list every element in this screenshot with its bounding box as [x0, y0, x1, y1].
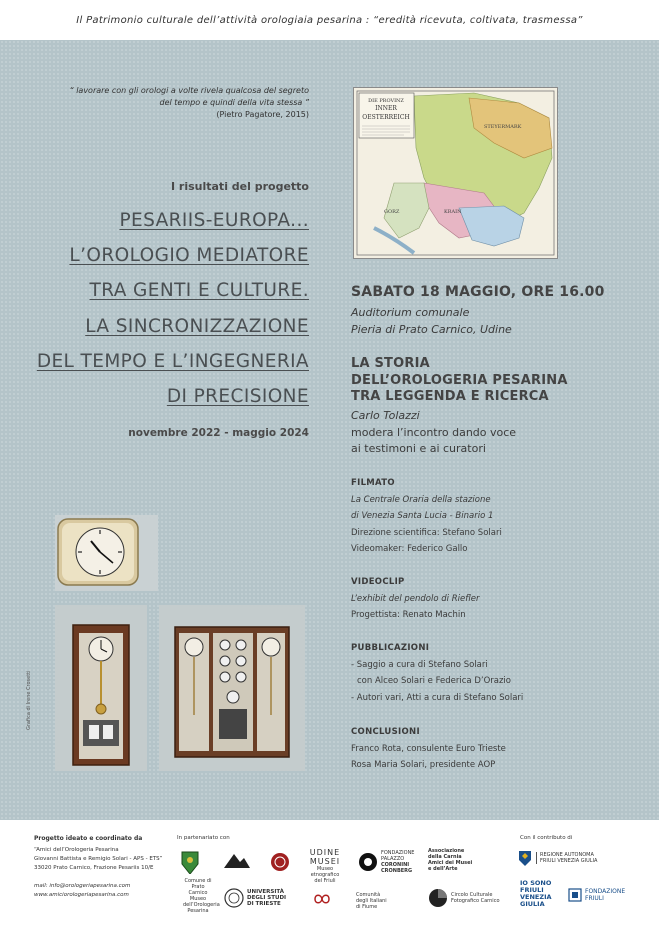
footer	[0, 820, 659, 930]
mountain-logo	[222, 850, 252, 870]
udine-text-2: MUSEI	[309, 857, 341, 866]
quote-block	[9, 85, 309, 121]
map-title-3: OESTERREICH	[362, 114, 410, 121]
ideato-email[interactable]: mail: info@orologeriapesarina.com	[34, 883, 131, 889]
venue-line-2: Pieria di Prato Carnico, Udine	[351, 322, 512, 336]
seal-icon	[270, 852, 290, 872]
crest-icon	[180, 850, 200, 874]
filmato-line-2: di Venezia Santa Lucia - Binario 1	[351, 511, 494, 521]
project-intro: I risultati del progetto	[170, 180, 309, 193]
circle-logo-icon	[358, 852, 378, 872]
storia-details	[351, 408, 516, 458]
red-infinity-logo	[307, 892, 337, 906]
title-line-5: DEL TEMPO E L’INGEGNERIA	[36, 350, 309, 372]
regione-text-1: REGIONE AUTONOMA	[540, 852, 594, 858]
ideato-heading: Progetto ideato e coordinato da	[34, 835, 143, 842]
regione-text	[536, 852, 597, 864]
univ-text-3: DI TRIESTE	[247, 901, 281, 907]
filmato-line-4: Videomaker: Federico Gallo	[351, 544, 468, 554]
pubblicazioni-line-3: - Autori vari, Atti a cura di Stefano Solari	[351, 692, 524, 703]
event-datetime: SABATO 18 MAGGIO, ORE 16.00	[351, 284, 605, 300]
conclusioni-heading: CONCLUSIONI	[351, 727, 420, 737]
comune-text-1: Comune di	[184, 878, 212, 884]
storia-desc-2: ai testimoni e ai curatori	[351, 442, 486, 455]
storia-title	[351, 356, 568, 406]
title-line-6: DI PRECISIONE	[166, 386, 309, 408]
section-videoclip	[351, 574, 479, 624]
section-pubblicazioni	[351, 640, 523, 706]
regione-eagle-icon	[518, 850, 532, 866]
io-sono-text-1: IO SONO	[520, 879, 552, 887]
comune-text-4: dell’Orologeria	[183, 902, 220, 908]
section-filmato	[351, 475, 502, 558]
section-conclusioni	[351, 724, 506, 774]
circolo-text-2: Fotografico Carnico	[451, 898, 500, 904]
fondazione-friuli-icon	[568, 888, 582, 902]
fondazione-text-4: CRONBERG	[381, 868, 413, 874]
fondazione-coronini-logo	[358, 850, 414, 874]
comunita-text-2: degli Italiani	[356, 898, 387, 904]
filmato-line-1: La Centrale Oraria della stazione	[351, 494, 491, 505]
map-title-2: INNER	[375, 105, 397, 112]
regione-fvg-logo	[518, 850, 597, 866]
ideato-line-2: Giovanni Battista e Remigio Solari - APS - ETS”	[34, 856, 163, 862]
comune-text-2: Prato Carnico	[188, 884, 208, 896]
quote-author: (Pietro Pagatore, 2015)	[216, 110, 309, 119]
comunita-text-3: di Fiume	[356, 904, 378, 910]
partners-heading: In partenariato con	[177, 835, 230, 841]
map-title-1: DIE PROVINZ	[368, 98, 404, 104]
fondazione-text-1: FONDAZIONE	[381, 850, 415, 856]
io-sono-text-4: GIULIA	[520, 900, 545, 908]
videoclip-line-1: L’exhibit del pendolo di Riefler	[351, 593, 480, 604]
conclusioni-line-2: Rosa Maria Solari, presidente AOP	[351, 760, 496, 770]
udine-sub-2: del Friuli	[314, 878, 336, 884]
ideato-line-1: “Amici dell’Orologeria Pesarina	[34, 847, 119, 853]
comune-text-3: Museo	[189, 896, 207, 902]
io-sono-text-3: VENEZIA	[520, 893, 552, 901]
master-clock-cabinet-photo	[159, 605, 305, 771]
fondazione-friuli-text-1: FONDAZIONE	[585, 888, 626, 895]
udine-sub-1: Museo etnografico	[310, 866, 340, 878]
header-tagline: Il Patrimonio culturale dell’attività orologiaia pesarina : “eredità ricevuta, coltivata, trasmessa”	[76, 14, 583, 26]
project-dates: novembre 2022 - maggio 2024	[128, 427, 309, 439]
comunita-text-1: Comunità	[356, 892, 381, 898]
comune-prato-carnico-logo	[180, 850, 200, 874]
comune-logo-text	[183, 878, 220, 914]
map-label-gorz: GORZ	[384, 209, 400, 215]
regione-text-2: FRIULI VENEZIA GIULIA	[540, 858, 598, 864]
title-line-1: PESARIIS-EUROPA...	[119, 210, 309, 231]
io-sono-fvg-logo	[520, 880, 552, 908]
univ-text-2: DEGLI STUDI	[247, 895, 287, 901]
fondazione-text-3: CORONINI	[381, 862, 410, 868]
univ-trieste-logo	[224, 888, 286, 908]
pendulum-clock-photo	[55, 605, 147, 771]
pubblicazioni-heading: PUBBLICAZIONI	[351, 643, 430, 653]
wall-clock-drawing	[55, 515, 158, 591]
videoclip-line-2: Progettista: Renato Machin	[351, 610, 466, 620]
circolo-fotografico-logo	[428, 888, 500, 908]
circolo-text-1: Circolo Culturale	[451, 892, 493, 898]
carnia-association-logo	[428, 848, 472, 872]
udine-musei-logo	[306, 848, 344, 884]
title-line-3: TRA GENTI E CULTURE.	[89, 280, 309, 302]
fondazione-friuli-logo	[568, 888, 625, 902]
mountain-icon	[222, 850, 252, 870]
fondazione-friuli-text-2: FRIULI	[585, 895, 604, 902]
filmato-line-3: Direzione scientifica: Stefano Solari	[351, 527, 502, 538]
footer-ideato	[34, 834, 174, 900]
filmato-heading: FILMATO	[351, 478, 395, 488]
map-label-steyermark: STEYERMARK	[484, 124, 522, 130]
map-drawing	[354, 88, 557, 258]
poster-main	[0, 40, 659, 820]
graphic-credit: Grafica di Irene Crosetti	[26, 670, 32, 730]
storia-line-3: TRA LEGGENDA E RICERCA	[351, 389, 549, 404]
university-seal-icon	[224, 888, 244, 908]
pubblicazioni-line-1: - Saggio a cura di Stefano Solari	[351, 659, 488, 670]
infinity-icon	[307, 892, 337, 906]
project-title	[0, 203, 309, 414]
contributo-heading: Con il contributo di	[520, 835, 573, 841]
quote-line-2: del tempo e quindi della vita stessa ”	[159, 98, 309, 107]
storia-desc-1: modera l’incontro dando voce	[351, 425, 517, 439]
fondazione-text-2: PALAZZO	[381, 856, 405, 862]
wall-clock-photo	[55, 515, 158, 591]
comunita-italiani-logo	[356, 892, 387, 910]
event-venue	[351, 305, 512, 338]
conclusioni-line-1: Franco Rota, consulente Euro Trieste	[351, 743, 506, 754]
storia-speaker: Carlo Tolazzi	[351, 409, 420, 422]
univ-text	[247, 889, 286, 907]
udine-text-1: UDINE	[309, 848, 341, 857]
carnia-text-2: della Carnia	[428, 854, 462, 860]
carnia-text-1: Associazione	[428, 848, 465, 854]
cabinet-drawing	[159, 605, 305, 771]
quote-line-1: “ lavorare con gli orologi a volte rivela qualcosa del segreto	[69, 86, 309, 95]
storia-line-1: LA STORIA	[351, 356, 430, 371]
comune-text-5: Pesarina	[187, 908, 209, 914]
circolo-text	[451, 892, 500, 904]
carnia-text-4: e dell’Arte	[428, 866, 458, 872]
title-line-4: LA SINCRONIZZAZIONE	[85, 315, 309, 337]
io-sono-text-2: FRIULI	[520, 886, 544, 894]
univ-text-1: UNIVERSITÀ	[247, 889, 284, 895]
pendulum-clock-drawing	[55, 605, 147, 771]
carnia-text-3: Amici dei Musei	[428, 860, 473, 866]
map-label-krain: KRAIN	[444, 209, 462, 215]
pubblicazioni-line-2: con Alceo Solari e Federica D’Orazio	[357, 676, 511, 686]
red-seal-logo	[270, 852, 290, 872]
storia-line-2: DELL’OROLOGERIA PESARINA	[351, 372, 568, 388]
videoclip-heading: VIDEOCLIP	[351, 577, 405, 587]
historical-map-image	[353, 87, 558, 259]
ideato-line-3: 33020 Prato Carnico, Frazione Pesariis 10/E	[34, 865, 154, 871]
camera-aperture-icon	[428, 888, 448, 908]
fondazione-text	[381, 850, 414, 874]
title-line-2: L’OROLOGIO MEDIATORE	[69, 245, 309, 267]
ideato-web[interactable]: www.amiciorologeriapesarina.com	[34, 892, 129, 898]
venue-line-1: Auditorium comunale	[351, 306, 470, 319]
header-band	[0, 0, 659, 40]
fondazione-friuli-text	[585, 888, 625, 902]
